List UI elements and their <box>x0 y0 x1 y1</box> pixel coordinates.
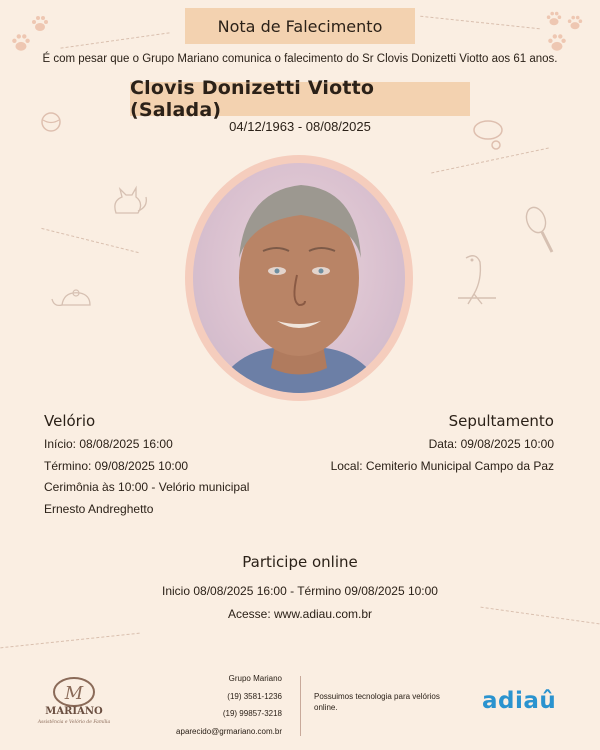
sepultamento-date: Data: 09/08/2025 10:00 <box>428 437 554 451</box>
cat-icon <box>108 183 150 221</box>
logo-initial: M <box>64 683 84 704</box>
mouse-toy-icon <box>50 285 96 313</box>
name-banner <box>130 77 470 121</box>
footer-divider <box>300 676 301 736</box>
velorio-start: Início: 08/08/2025 16:00 <box>44 437 173 451</box>
logo-wordmark: MARIANO <box>45 706 103 717</box>
paw-print-icon <box>30 14 50 34</box>
online-heading: Participe online <box>242 553 358 571</box>
phone-landline[interactable]: (19) 3581-1236 <box>227 691 282 701</box>
sepultamento-heading: Sepultamento <box>448 412 554 430</box>
contact-info <box>150 670 282 740</box>
velorio-end: Término: 09/08/2025 10:00 <box>44 458 189 473</box>
decorative-dashed-line <box>60 32 169 48</box>
paw-print-icon <box>546 32 568 54</box>
velorio-heading: Velório <box>44 412 96 430</box>
mariano-logo <box>36 676 116 726</box>
sepultamento-section <box>274 412 554 477</box>
decorative-dashed-line <box>420 16 539 30</box>
page-title: Nota de Falecimento <box>217 16 383 36</box>
deceased-name: Clovis Donizetti Viotto (Salada) <box>130 77 375 121</box>
logo-tagline: Assistência e Velório de Família <box>37 720 111 725</box>
deceased-portrait <box>193 163 405 393</box>
paw-print-icon <box>10 32 32 54</box>
velorio-venue: Ernesto Andreghetto <box>44 501 154 516</box>
online-access-link[interactable]: Acesse: www.adiau.com.br <box>227 607 373 621</box>
mariano-logo-mark <box>36 676 116 726</box>
title-banner <box>185 8 415 44</box>
life-dates: 04/12/1963 - 08/08/2025 <box>229 119 371 134</box>
contact-email[interactable]: aparecido@grmariano.com.br <box>176 726 282 736</box>
paw-print-icon <box>545 10 563 28</box>
brush-icon <box>522 204 558 256</box>
decorative-dashed-line <box>41 228 138 253</box>
online-schedule: Inicio 08/08/2025 16:00 - Término 09/08/2025 10:00 <box>162 584 438 598</box>
velorio-ceremony: Cerimônia às 10:00 - Velório municipal <box>44 480 250 494</box>
intro-text: É com pesar que o Grupo Mariano comunica o falecimento do Sr Clovis Donizetti Viotto aos 61 anos. <box>42 53 558 65</box>
velorio-section <box>44 412 304 520</box>
portrait-illustration <box>193 163 405 393</box>
tech-statement: Possuimos tecnologia para velórios online. <box>314 692 440 712</box>
parrot-icon <box>452 250 502 306</box>
decorative-dashed-line <box>0 633 139 649</box>
company-name: Grupo Mariano <box>228 674 282 683</box>
paw-print-icon <box>566 14 584 32</box>
sepultamento-location: Local: Cemiterio Municipal Campo da Paz <box>330 458 554 473</box>
adiau-logo[interactable]: adiaû <box>482 688 557 714</box>
phone-mobile[interactable]: (19) 99857-3218 <box>222 709 282 718</box>
